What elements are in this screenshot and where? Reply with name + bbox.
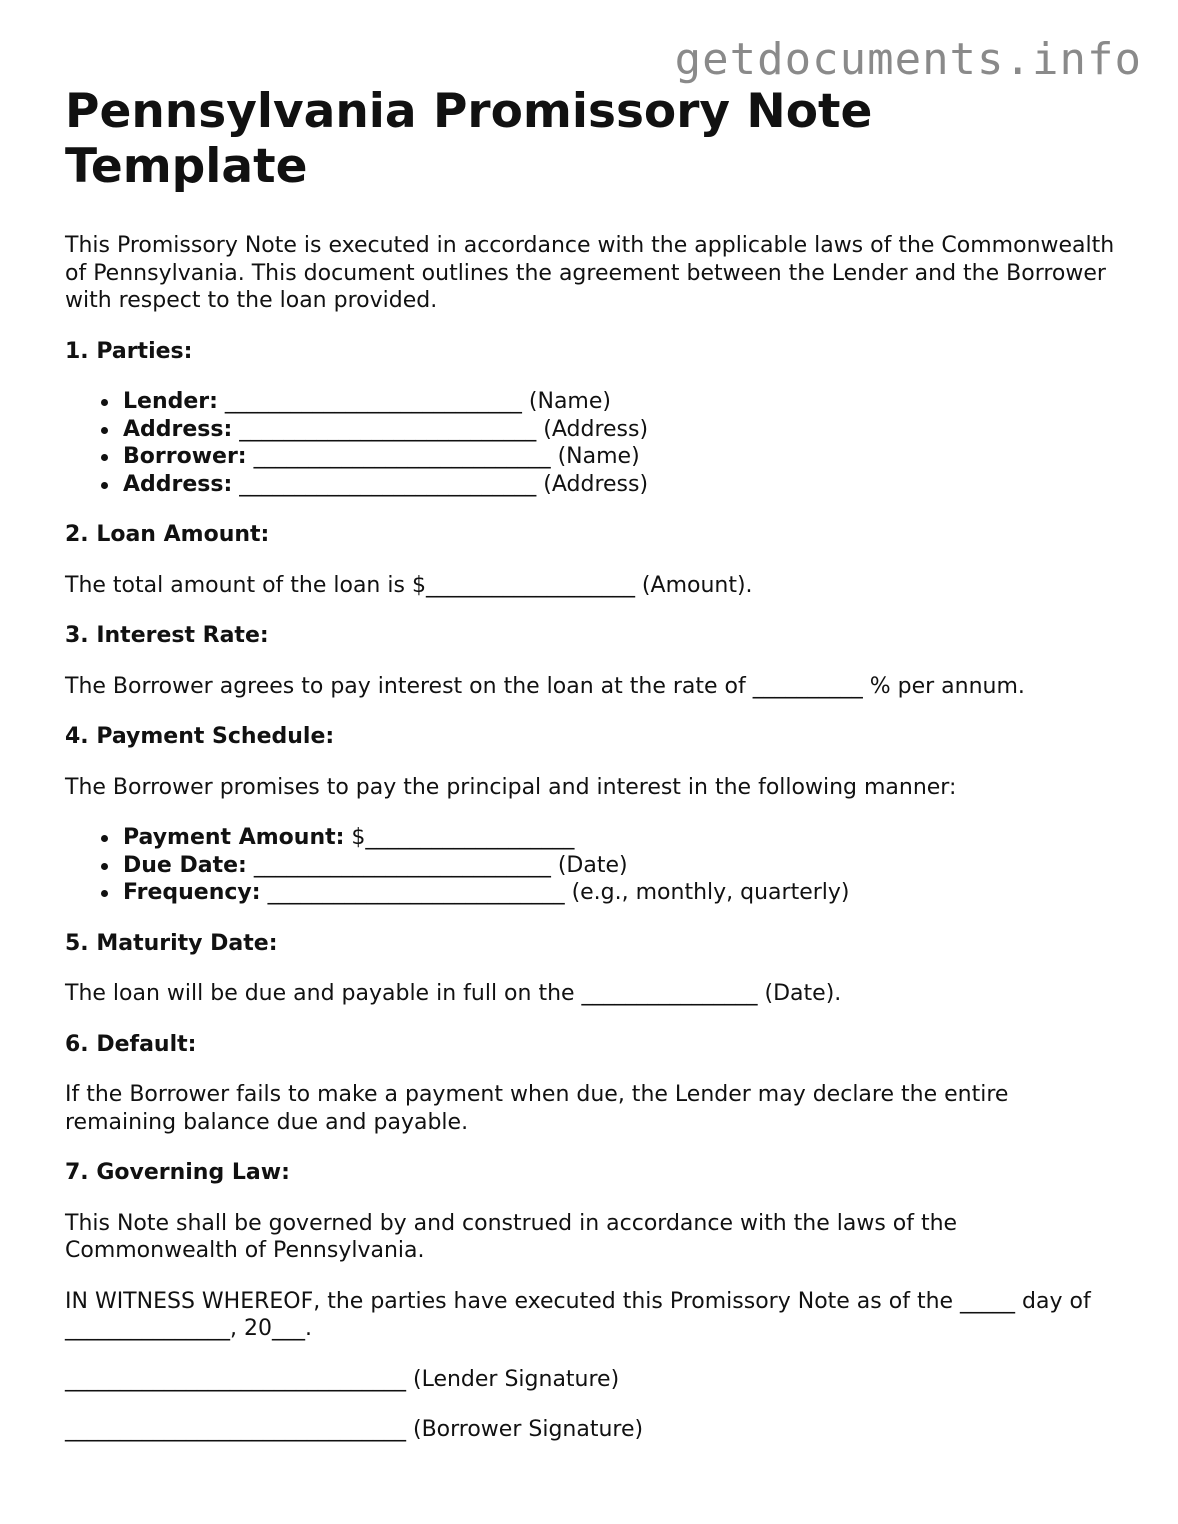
field-blank: ___________________________ (Date) (246, 852, 628, 878)
field-blank: ___________________________ (Name) (246, 444, 640, 469)
list-item-lender (123, 388, 1125, 416)
governing-law-text: This Note shall be governed by and construed in accordance with the laws of the Commonwealth of Pennsylvania. (65, 1210, 958, 1263)
witness-clause: IN WITNESS WHEREOF, the parties have executed this Promissory Note as of the _____ day of _______________, 20___. (65, 1288, 1091, 1341)
section-heading-interest-rate: 3. Interest Rate: (65, 623, 269, 648)
maturity-date-text: The loan will be due and payable in full on the ________________ (Date). (65, 981, 842, 1006)
field-label: Payment Amount: (123, 825, 345, 850)
field-label: Lender: (123, 389, 218, 414)
section-heading-parties: 1. Parties: (65, 338, 193, 364)
list-item-borrower-address (123, 471, 1125, 499)
field-label: Address: (123, 471, 233, 497)
field-label: Borrower: (123, 444, 247, 469)
section-heading-payment-schedule: 4. Payment Schedule: (65, 724, 335, 749)
loan-amount-text: The total amount of the loan is $___________________ (Amount). (65, 572, 753, 598)
field-blank: $___________________ (344, 825, 575, 850)
section-heading-maturity-date: 5. Maturity Date: (65, 930, 278, 956)
field-label: Address: (123, 416, 233, 442)
watermark: getdocuments.info (674, 34, 1142, 85)
list-item-frequency (123, 879, 1125, 907)
field-blank: ___________________________ (Address) (232, 471, 649, 497)
field-blank: ___________________________ (e.g., monthly, quarterly) (260, 880, 850, 905)
field-blank: ___________________________ (Name) (217, 389, 611, 414)
field-blank: ___________________________ (Address) (232, 416, 649, 442)
borrower-signature-line: _______________________________ (Borrower Signature) (65, 1417, 644, 1442)
document-body (65, 84, 1125, 1467)
list-item-lender-address (123, 416, 1125, 444)
parties-list (65, 388, 1125, 498)
page-title: Pennsylvania Promissory Note Template (65, 84, 873, 194)
payment-schedule-list (65, 824, 1125, 907)
field-label: Frequency: (123, 880, 261, 905)
section-heading-loan-amount: 2. Loan Amount: (65, 522, 270, 547)
section-heading-default: 6. Default: (65, 1031, 197, 1057)
payment-schedule-text: The Borrower promises to pay the principal and interest in the following manner: (65, 774, 957, 800)
field-label: Due Date: (123, 852, 247, 878)
lender-signature-line: _______________________________ (Lender Signature) (65, 1366, 620, 1392)
list-item-payment-amount (123, 824, 1125, 852)
list-item-due-date (123, 852, 1125, 880)
intro-paragraph: This Promissory Note is executed in accordance with the applicable laws of the Commonwealth of Pennsylvania. This document outlines the agreement between the Lender and the Borrower with respect to the loan provided. (65, 233, 1115, 313)
default-text: If the Borrower fails to make a payment when due, the Lender may declare the entire remaining balance due and payable. (65, 1082, 1009, 1135)
section-heading-governing-law: 7. Governing Law: (65, 1160, 290, 1185)
list-item-borrower (123, 443, 1125, 471)
interest-rate-text: The Borrower agrees to pay interest on the loan at the rate of __________ % per annum. (65, 673, 1025, 699)
